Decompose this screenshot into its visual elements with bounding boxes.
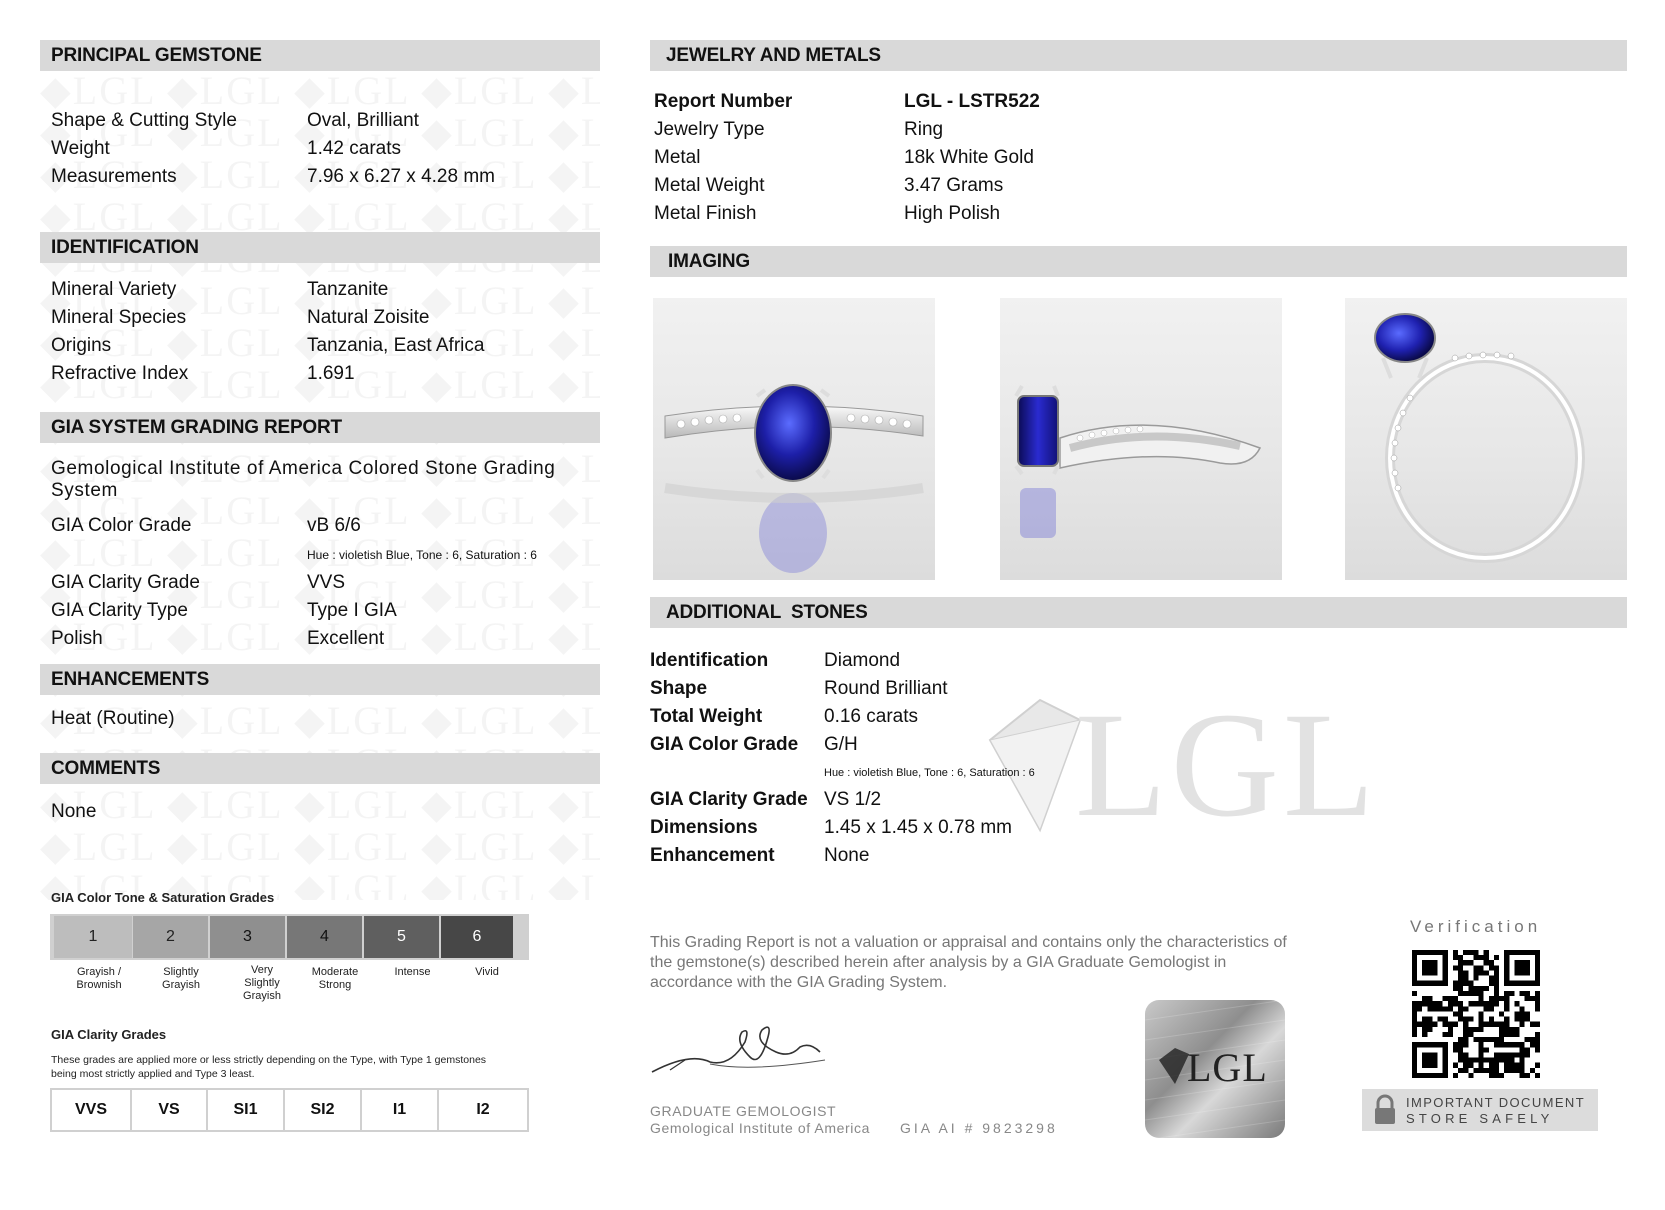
- field-value: Oval, Brilliant: [307, 110, 419, 131]
- ring-front-image: [653, 298, 935, 580]
- imaging-header: IMAGING: [650, 246, 1627, 277]
- clarity-scale-title: GIA Clarity Grades: [51, 1027, 167, 1042]
- field-label: Mineral Variety: [51, 279, 177, 300]
- tone-caption: Slightly Grayish: [162, 966, 200, 991]
- field-label: Report Number: [654, 91, 793, 112]
- comments-value: None: [51, 801, 97, 822]
- field-label: Enhancement: [650, 845, 775, 866]
- tone-num: 4: [320, 928, 329, 945]
- signature-scribble: [650, 1012, 830, 1082]
- field-label: Metal Weight: [654, 175, 765, 196]
- tone-caption: Grayish / Brownish: [76, 966, 122, 991]
- tone-caption: Vivid: [475, 966, 499, 978]
- tone-cell-4: [287, 916, 362, 958]
- gia-intro: Gemological Institute of America Colored Stone Grading System: [51, 458, 556, 501]
- tone-num: 2: [166, 928, 175, 945]
- tone-scale-title: GIA Color Tone & Saturation Grades: [51, 890, 275, 905]
- tone-num: 1: [88, 928, 98, 945]
- field-label: GIA Clarity Type: [51, 600, 188, 621]
- tone-caption: Moderate Strong: [311, 966, 359, 991]
- tone-num: 6: [472, 928, 482, 945]
- field-value: Type I GIA: [307, 600, 397, 621]
- tone-num: 3: [243, 928, 252, 945]
- field-value: High Polish: [904, 203, 1001, 224]
- field-value: 7.96 x 6.27 x 4.28 mm: [307, 166, 495, 187]
- field-label: GIA Clarity Grade: [51, 572, 200, 593]
- clarity-cell: VS: [132, 1090, 206, 1130]
- important-document-badge: [1362, 1089, 1598, 1131]
- field-label: Polish: [51, 628, 103, 649]
- field-value: 1.691: [307, 363, 355, 384]
- field-value: vB 6/6: [307, 515, 361, 536]
- field-label: Jewelry Type: [654, 119, 765, 140]
- field-value: Tanzanite: [307, 279, 389, 300]
- field-label: GIA Color Grade: [51, 515, 192, 536]
- watermark-line: [40, 784, 600, 826]
- field-label: Weight: [51, 138, 110, 159]
- principal-gemstone-header: PRINCIPAL GEMSTONE: [40, 40, 600, 71]
- ring-side-drawing: [1000, 298, 1282, 580]
- field-label: Metal: [654, 147, 701, 168]
- field-label: Dimensions: [650, 817, 758, 838]
- clarity-cell: SI1: [208, 1090, 283, 1130]
- tone-num: 5: [397, 928, 406, 945]
- field-value: 1.42 carats: [307, 138, 401, 159]
- field-label: Identification: [650, 650, 769, 671]
- field-value: VS 1/2: [824, 789, 882, 810]
- clarity-cell: VVS: [52, 1090, 130, 1130]
- enhancements-header: ENHANCEMENTS: [40, 664, 600, 695]
- field-value: Round Brilliant: [824, 678, 948, 699]
- clarity-scale-bar: [50, 1088, 529, 1132]
- field-value: Natural Zoisite: [307, 307, 430, 328]
- jewelry-metals-header: JEWELRY AND METALS: [650, 40, 1627, 71]
- field-label: GIA Color Grade: [650, 734, 799, 755]
- additional-color-note: Hue : violetish Blue, Tone : 6, Saturation : 6: [824, 767, 1035, 779]
- report-number: LGL - LSTR522: [904, 91, 1040, 112]
- tone-cell-2: [133, 916, 208, 958]
- field-label: Metal Finish: [654, 203, 757, 224]
- ring-upright-image: [1345, 298, 1627, 580]
- field-label: Shape & Cutting Style: [51, 110, 237, 131]
- ring-front-drawing: [653, 298, 935, 580]
- verification-label: Verification: [1410, 917, 1542, 936]
- field-label: Shape: [650, 678, 708, 699]
- signer-org: Gemological Institute of America: [650, 1120, 870, 1136]
- tone-cell-1: [54, 916, 132, 958]
- clarity-cell: I1: [362, 1090, 437, 1130]
- disclaimer-text: This Grading Report is not a valuation or appraisal and contains only the characteristics of the gemstone(s) described herein after analysis by a GIA Graduate Gemologist in accordance with the GIA Grading System.: [650, 934, 1287, 991]
- tone-scale-bar: [50, 914, 529, 960]
- important-line-2: STORE SAFELY: [1406, 1111, 1554, 1126]
- field-value: G/H: [824, 734, 858, 755]
- signature: [650, 1012, 830, 1082]
- gia-grading-header: GIA SYSTEM GRADING REPORT: [40, 412, 600, 443]
- enhancements-value: Heat (Routine): [51, 708, 175, 729]
- field-value: 0.16 carats: [824, 706, 918, 727]
- field-label: Total Weight: [650, 706, 763, 727]
- lock-icon: [1370, 1093, 1400, 1127]
- qr-icon: [1412, 950, 1540, 1078]
- gia-id: GIA AI # 9823298: [900, 1120, 1058, 1136]
- field-value: None: [824, 845, 870, 866]
- hologram-text: LGL: [1187, 1045, 1268, 1090]
- clarity-cell: I2: [439, 1090, 527, 1130]
- ring-side-image: [1000, 298, 1282, 580]
- field-label: Mineral Species: [51, 307, 187, 328]
- verification-qr-code[interactable]: [1412, 950, 1540, 1078]
- important-line-1: IMPORTANT DOCUMENT: [1406, 1095, 1586, 1110]
- signer-title: GRADUATE GEMOLOGIST: [650, 1103, 837, 1119]
- tone-cell-3: [210, 916, 285, 958]
- tone-cell-5: [364, 916, 439, 958]
- tone-caption: Intense: [394, 966, 431, 978]
- gia-color-note: Hue : violetish Blue, Tone : 6, Saturation : 6: [307, 548, 537, 562]
- lgl-watermark-text: LGL: [1075, 682, 1379, 848]
- ring-upright-drawing: [1345, 298, 1627, 580]
- hologram-seal: [1145, 1000, 1285, 1138]
- field-label: Refractive Index: [51, 363, 189, 384]
- field-label: Origins: [51, 335, 112, 356]
- field-value: VVS: [307, 572, 346, 593]
- watermark-line: [40, 70, 600, 112]
- additional-stones-header: ADDITIONAL STONES: [650, 597, 1627, 628]
- comments-header: COMMENTS: [40, 753, 600, 784]
- tone-caption: Very Slightly Grayish: [243, 964, 281, 1002]
- field-value: Diamond: [824, 650, 901, 671]
- field-label: Measurements: [51, 166, 177, 187]
- field-value: Excellent: [307, 628, 385, 649]
- watermark-line: [40, 826, 600, 868]
- identification-header: IDENTIFICATION: [40, 232, 600, 263]
- clarity-cell: SI2: [285, 1090, 360, 1130]
- field-value: Ring: [904, 119, 944, 140]
- field-value: Tanzania, East Africa: [307, 335, 485, 356]
- clarity-scale-note: These grades are applied more or less strictly depending on the Type, with Type 1 gemstones being most strictly applied and Type 3 least.: [51, 1054, 487, 1080]
- field-label: GIA Clarity Grade: [650, 789, 808, 810]
- field-value: 1.45 x 1.45 x 0.78 mm: [824, 817, 1012, 838]
- field-value: 18k White Gold: [904, 147, 1034, 168]
- field-value: 3.47 Grams: [904, 175, 1004, 196]
- tone-cell-6: [441, 916, 513, 958]
